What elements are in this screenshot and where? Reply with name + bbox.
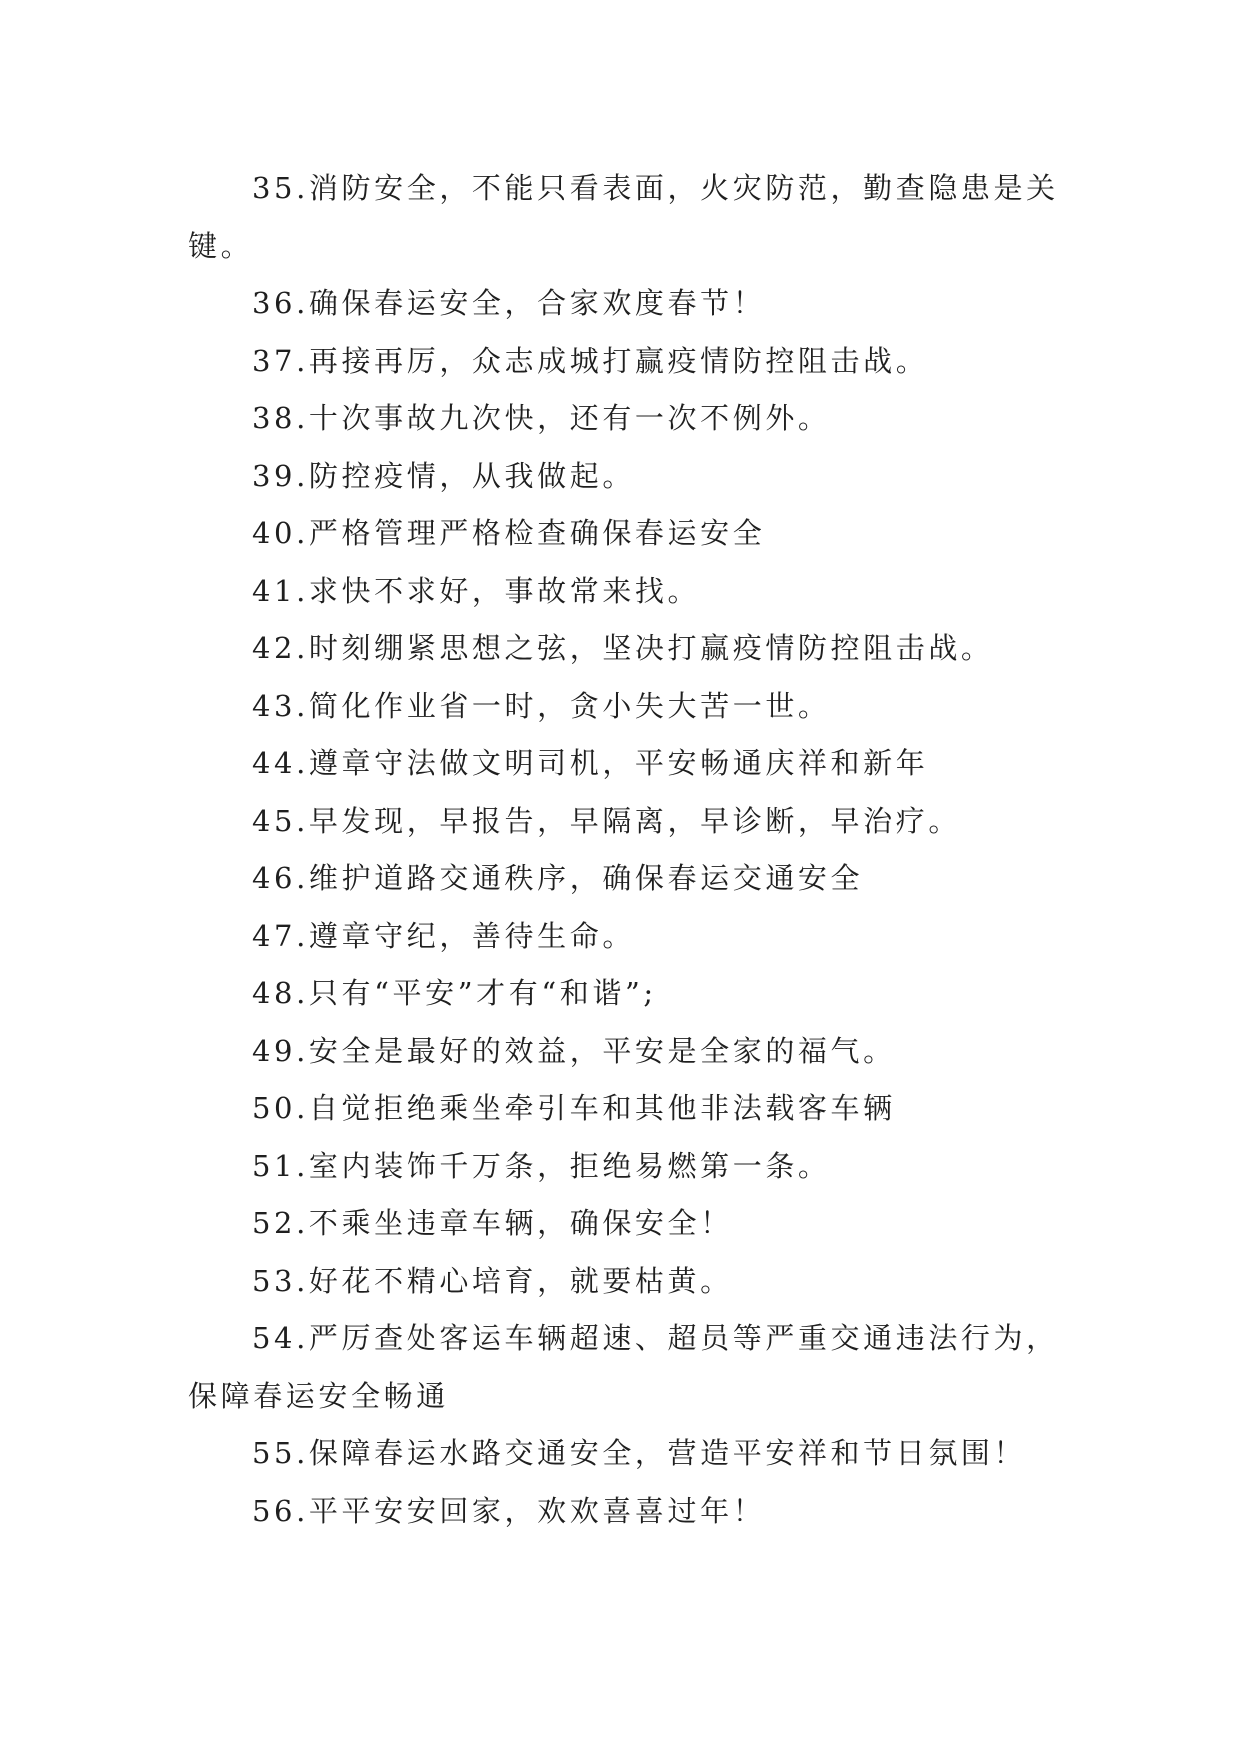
list-item: 52.不乘坐违章车辆，确保安全！ [252,1206,733,1240]
list-item: 45.早发现，早报告，早隔离，早诊断，早治疗。 [252,803,961,838]
list-item: 56.平平安安回家，欢欢喜喜过年！ [252,1493,766,1528]
list-item: 37.再接再厉，众志成城打赢疫情防控阻击战。 [252,343,929,378]
list-item: 39.防控疫情，从我做起。 [252,458,635,493]
list-item: 51.室内装饰千万条，拒绝易燃第一条。 [252,1148,831,1183]
list-item: 47.遵章守纪，善待生命。 [252,918,635,953]
list-item: 49.安全是最好的效益，平安是全家的福气。 [252,1033,896,1068]
list-item: 44.遵章守法做文明司机，平安畅通庆祥和新年 [252,746,929,780]
list-item: 36.确保春运安全，合家欢度春节！ [252,286,766,320]
list-item: 43.简化作业省一时，贪小失大苦一世。 [252,688,831,723]
list-item: 41.求快不求好，事故常来找。 [252,573,701,608]
list-item: 38.十次事故九次快，还有一次不例外。 [252,401,831,435]
list-item: 55.保障春运水路交通安全，营造平安祥和节日氛围！ [252,1436,1027,1470]
list-item: 48.只有“平安”才有“和谐”; [252,976,657,1010]
list-item: 40.严格管理严格检查确保春运安全 [252,516,766,550]
list-item: 42.时刻绷紧思想之弦，坚决打赢疫情防控阻击战。 [252,631,994,665]
list-item: 46.维护道路交通秩序，确保春运交通安全 [252,861,864,895]
list-item: 54.严厉查处客运车辆超速、超员等严重交通违法行为，保障春运安全畅通 [188,1321,1059,1413]
list-item: 53.好花不精心培育，就要枯黄。 [252,1263,733,1298]
list-item: 35.消防安全，不能只看表面，火灾防范，勤查隐患是关键。 [188,171,1059,263]
list-item: 50.自觉拒绝乘坐牵引车和其他非法载客车辆 [252,1091,896,1125]
slogan-list [188,160,1068,1540]
